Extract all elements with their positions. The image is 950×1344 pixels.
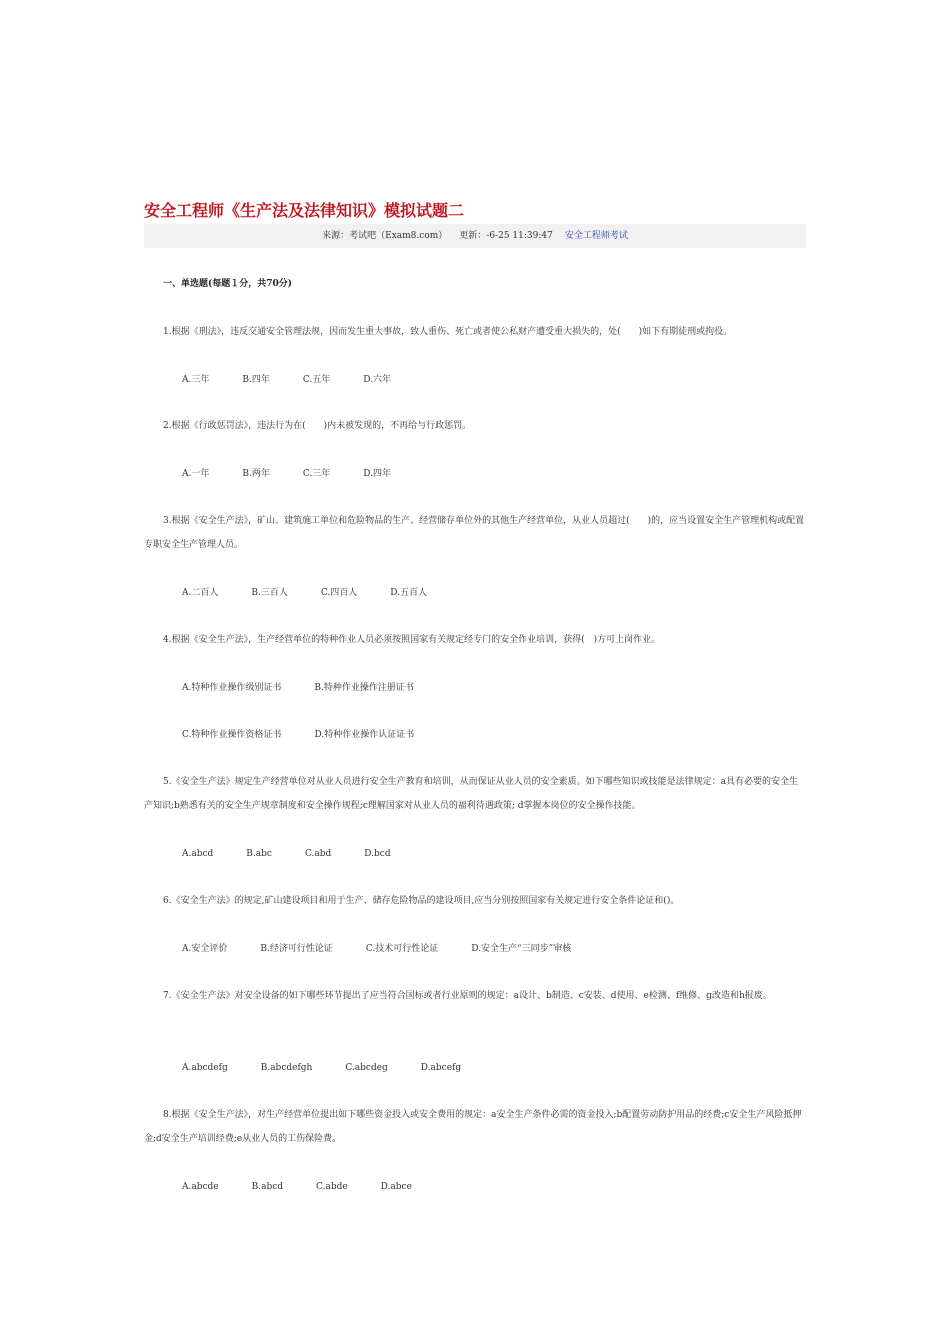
option-d: D.特种作业操作认证证书: [314, 730, 415, 740]
option-c: C.技术可行性论证: [365, 944, 439, 954]
option-a: A.二百人: [182, 588, 219, 598]
option-b: B.abc: [246, 849, 272, 859]
option-a: A.特种作业操作级别证书: [182, 683, 282, 693]
question-6-options: [144, 937, 806, 961]
option-a: A.三年: [182, 375, 210, 385]
question-5-options: [144, 842, 806, 866]
option-b: B.abcdefgh: [260, 1063, 313, 1073]
option-a: A.abcd: [182, 849, 214, 859]
meta-bar: [144, 224, 806, 248]
question-5: 5.《安全生产法》规定生产经营单位对从业人员进行安全生产教育和培训，从而保证从业人员的安全素质。如下哪些知识或技能是法律规定：a具有必要的安全生产知识;b熟悉有关的安全生产规章制度和安全操作规程;c理解国家对从业人员的福利待遇政策; d掌握本岗位的安全操作技能。: [144, 777, 798, 811]
option-b: B.四年: [242, 375, 270, 385]
update-label: 更新：-6-25 11:39:47: [459, 231, 553, 241]
option-a: A.abcdefg: [182, 1063, 228, 1073]
question-8: 8.根据《安全生产法》，对生产经营单位提出如下哪些资金投入或安全费用的规定：a安全生产条件必需的资金投入;b配置劳动防护用品的经费;c安全生产风险抵押金;d安全生产培训经费;e从业人员的工伤保险费。: [144, 1110, 802, 1144]
option-c: C.三年: [302, 469, 331, 479]
option-d: D.四年: [363, 469, 392, 479]
source-label: 来源：考试吧（Exam8.com）: [322, 231, 448, 241]
option-c: C.abde: [316, 1182, 348, 1192]
option-c: C.abd: [304, 849, 332, 859]
option-a: A.一年: [182, 469, 210, 479]
question-8-options: [144, 1175, 806, 1199]
question-3-options: [144, 581, 806, 605]
option-d: D.abcefg: [420, 1063, 462, 1073]
option-d: D.五百人: [390, 588, 428, 598]
question-7: 7.《安全生产法》对安全设备的如下哪些环节提出了应当符合国标或者行业原则的规定：a设计、b制造、c安装、d使用、e检测、f维修、g改造和h报废。: [163, 991, 772, 1001]
question-1: 1.根据《刑法》，违反交通安全管理法规，因而发生重大事故，致人重伤、死亡或者使公私财产遭受重大损失的，处( )如下有期徒刑或拘役。: [163, 327, 733, 337]
category-link[interactable]: 安全工程师考试: [564, 231, 628, 241]
option-a: A.安全评价: [182, 944, 228, 954]
option-c: C.特种作业操作资格证书: [182, 730, 282, 740]
article-title: 安全工程师《生产法及法律知识》模拟试题二: [144, 201, 465, 220]
option-b: B.两年: [242, 469, 270, 479]
option-d: D.六年: [363, 375, 392, 385]
question-7-options: [144, 1056, 806, 1080]
option-d: D.abce: [380, 1182, 412, 1192]
option-a: A.abcde: [182, 1182, 219, 1192]
option-c: C.四百人: [320, 588, 358, 598]
article: [144, 200, 806, 1192]
question-1-options: [144, 368, 806, 392]
question-2-options: [144, 462, 806, 486]
question-4-options-2: [144, 723, 806, 747]
option-b: B.abcd: [251, 1182, 284, 1192]
question-6: 6.《安全生产法》的规定,矿山建设项目和用于生产、储存危险物品的建设项目,应当分别按照国家有关规定进行安全条件论证和()。: [163, 896, 680, 906]
option-b: B.经济可行性论证: [260, 944, 333, 954]
option-c: C.五年: [302, 375, 331, 385]
question-2: 2.根据《行政惩罚法》，违法行为在( )内未被发现的，不再给与行政惩罚。: [163, 421, 472, 431]
question-3: 3.根据《安全生产法》，矿山、建筑施工单位和危险物品的生产、经营储存单位外的其他生产经营单位，从业人员超过( )的，应当设置安全生产管理机构或配置专职安全生产管理人员。: [144, 516, 805, 550]
option-d: D.bcd: [364, 849, 391, 859]
question-4-options-1: [144, 676, 806, 700]
option-b: B.特种作业操作注册证书: [314, 683, 414, 693]
option-c: C.abcdeg: [345, 1063, 388, 1073]
option-d: D.安全生产“三同步”审核: [471, 944, 572, 954]
option-b: B.三百人: [251, 588, 288, 598]
section-heading: 一、单选题(每题１分，共70分): [163, 279, 293, 289]
question-4: 4.根据《安全生产法》，生产经营单位的特种作业人员必须按照国家有关规定经专门的安全作业培训，获得( )方可上岗作业。: [163, 635, 661, 645]
